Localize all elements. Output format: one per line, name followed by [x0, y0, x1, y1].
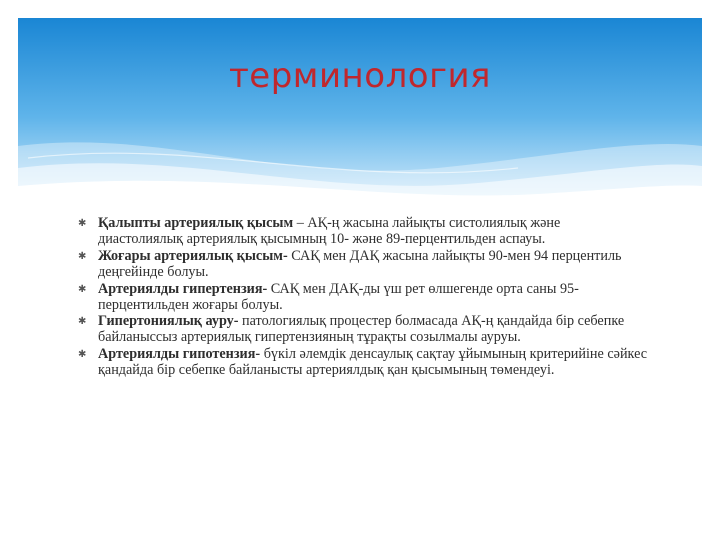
header-banner	[18, 18, 702, 198]
term-label: Жоғары артериялық қысым-	[98, 247, 288, 264]
definition-text: САҚ мен ДАҚ-ды үш рет өлшегенде орта саны 95- перцентильден жоғары болуы.	[98, 280, 579, 313]
list-item	[78, 282, 648, 314]
term-label: Қалыпты артериялық қысым	[98, 215, 294, 231]
definition-text: – АҚ-ң жасына лайықты систолиялық және диастолиялық артериялық қысымның 10- және 89-перцентильден аспауы.	[98, 215, 561, 247]
list-item	[78, 314, 648, 346]
sky-wave-graphic	[18, 18, 702, 198]
definition-text: бүкіл әлемдік денсаулық сақтау ұйымының критерийіне сәйкес қандайда бір себепке байланысты артериялдық қан қысымының төмендеуі.	[98, 346, 648, 379]
list-item	[78, 347, 648, 379]
asterisk-icon: ✱	[78, 218, 87, 229]
term-label: Артериялды гипертензия-	[98, 280, 268, 297]
definition-text: патологиялық процестер болмасада АҚ-ң қандайда бір себепке байланыссыз артериялық гипертензияның тұрақты созылмалы ауруы.	[98, 313, 625, 346]
asterisk-icon: ✱	[78, 283, 87, 295]
asterisk-icon: ✱	[78, 349, 87, 361]
content-area	[78, 216, 648, 380]
definition-text: САҚ мен ДАҚ жасына лайықты 90-мен 94 перцентиль деңгейінде болуы.	[98, 247, 622, 280]
bullet-list	[78, 216, 648, 379]
asterisk-icon: ✱	[78, 316, 87, 328]
slide-title: терминология	[228, 56, 492, 96]
term-label: Артериялды гипотензия-	[98, 346, 261, 363]
list-item	[78, 216, 648, 248]
list-item	[78, 249, 648, 281]
asterisk-icon: ✱	[78, 250, 87, 262]
term-label: Гипертониялық ауру-	[98, 313, 239, 330]
